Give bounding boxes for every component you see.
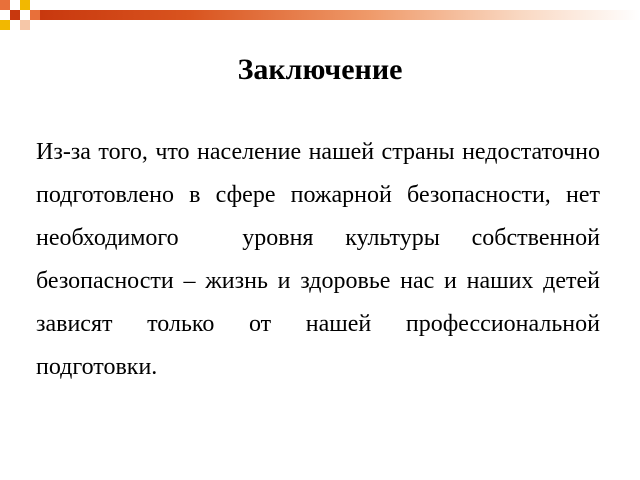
corner-square	[20, 0, 30, 10]
corner-square	[30, 10, 40, 20]
corner-square	[20, 20, 30, 30]
corner-square	[0, 0, 10, 10]
slide-body-text: Из-за того, что население нашей страны недостаточно подготовлено в сфере пожарной безопасности, нет необходимого уровня культуры собственной безопасности – жизнь и здоровье нас и наших детей зависят только от нашей профессиональной подготовки.	[36, 139, 606, 380]
corner-square	[10, 10, 20, 20]
slide-title: Заключение	[237, 53, 403, 86]
gradient-band	[40, 10, 640, 20]
corner-square	[0, 20, 10, 30]
corner-squares-decoration	[0, 0, 40, 36]
